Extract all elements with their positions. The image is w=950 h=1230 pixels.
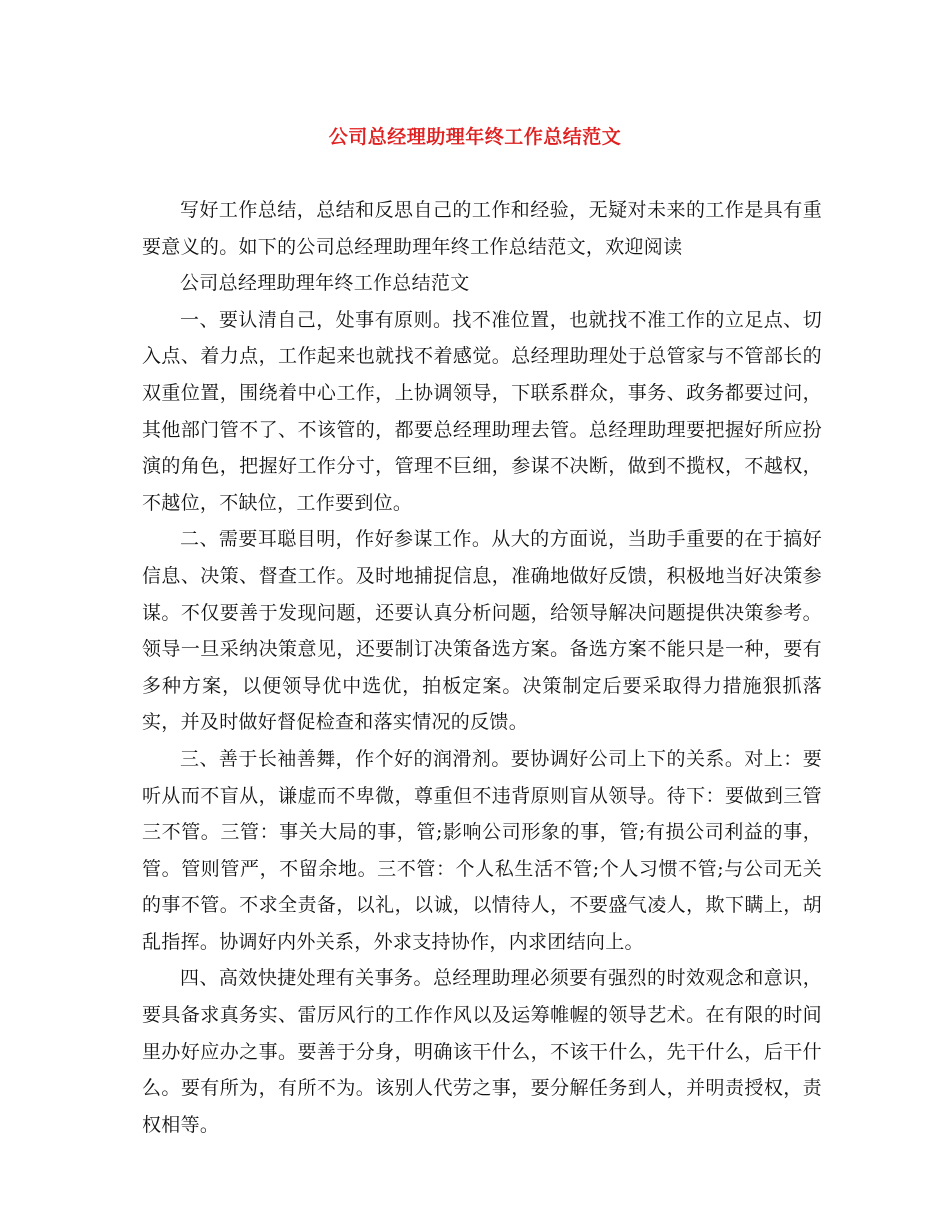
section-one-paragraph: 一、要认清自己，处事有原则。找不准位置，也就找不准工作的立足点、切入点、着力点，工作起来也就找不着感觉。总经理助理处于总管家与不管部长的双重位置，围绕着中心工作，上协调领导，下联系群众，事务、政务都要过问，其他部门管不了、不该管的，都要总经理助理去管。总经理助理要把握好所应扮演的角色，把握好工作分寸，管理不巨细，参谋不决断，做到不揽权，不越权，不越位，不缺位，工作要到位。: [142, 308, 822, 514]
document-body: [142, 192, 822, 1143]
section-two-paragraph: 二、需要耳聪目明，作好参谋工作。从大的方面说，当助手重要的在于搞好信息、决策、督查工作。及时地捕捉信息，准确地做好反馈，积极地当好决策参谋。不仅要善于发现问题，还要认真分析问题，给领导解决问题提供决策参考。领导一旦采纳决策意见，还要制订决策备选方案。备选方案不能只是一种，要有多种方案，以便领导优中选优，拍板定案。决策制定后要采取得力措施狠抓落实，并及时做好督促检查和落实情况的反馈。: [142, 528, 822, 734]
document-title: 公司总经理助理年终工作总结范文: [328, 126, 622, 148]
subtitle-paragraph: 公司总经理助理年终工作总结范文: [180, 272, 470, 295]
section-four-paragraph: 四、高效快捷处理有关事务。总经理助理必须要有强烈的时效观念和意识，要具备求真务实、雷厉风行的工作作风以及运筹帷幄的领导艺术。在有限的时间里办好应办之事。要善于分身，明确该干什么，不该干什么，先干什么，后干什么。要有所为，有所不为。该别人代劳之事，要分解任务到人，并明责授权，责权相等。: [142, 967, 822, 1136]
section-three-paragraph: 三、善于长袖善舞，作个好的润滑剂。要协调好公司上下的关系。对上：要听从而不盲从，谦虚而不卑微，尊重但不违背原则盲从领导。待下：要做到三管三不管。三管：事关大局的事，管;影响公司形象的事，管;有损公司利益的事，管。管则管严，不留余地。三不管：个人私生活不管;个人习惯不管;与公司无关的事不管。不求全责备，以礼，以诚，以情待人，不要盛气凌人，欺下瞒上，胡乱指挥。协调好内外关系，外求支持协作，内求团结向上。: [142, 747, 822, 953]
intro-paragraph: 写好工作总结，总结和反思自己的工作和经验，无疑对未来的工作是具有重要意义的。如下的公司总经理助理年终工作总结范文，欢迎阅读: [142, 199, 822, 258]
